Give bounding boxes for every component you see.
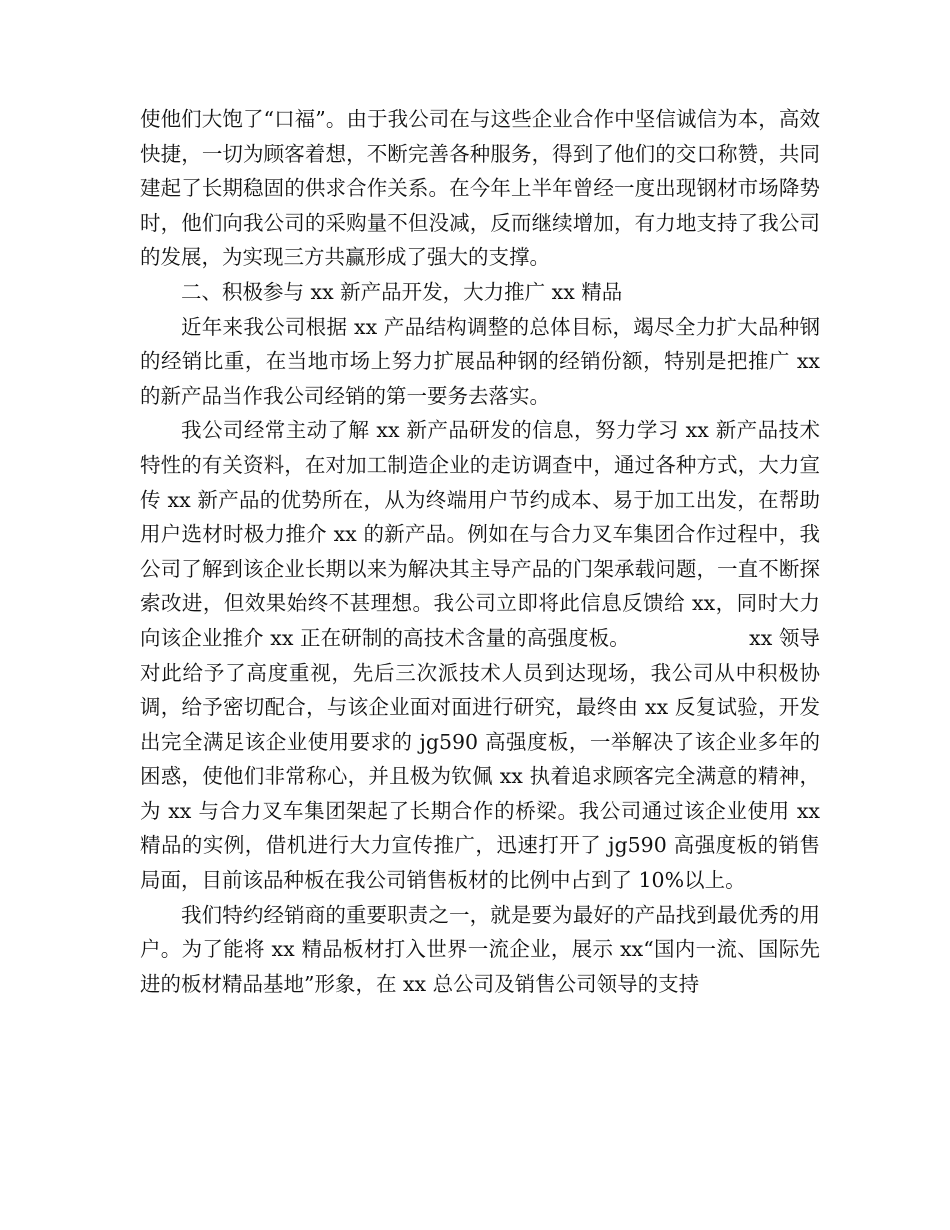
paragraph-3: 我公司经常主动了解 xx 新产品研发的信息，努力学习 xx 新产品技术特性的有关资料，在对加工制造企业的走访调查中，通过各种方式，大力宣传 xx 新产品的优势所在，从为终端用户节约成本、易于加工出发，在帮助用户选材时极力推介 xx 的新产品。例如在与合力叉车集团合作过程中，我公司了解到该企业长期以来为解决其主导产品的门架承载问题，一直不断探索改进，但效果始终不甚理想。我公司立即将此信息反馈给 xx，同时大力向该企业推介 xx 正在研制的高技术含量的高强度板。 xx 领导对此给予了高度重视，先后三次派技术人员到达现场，我公司从中积极协调，给予密切配合，与该企业面对面进行研究，最终由 xx 反复试验，开发出完全满足该企业使用要求的 jg590 高强度板，一举解决了该企业多年的困惑，使他们非常称心，并且极为钦佩 xx 执着追求顾客完全满意的精神，为 xx 与合力叉车集团架起了长期合作的桥梁。我公司通过该企业使用 xx 精品的实例，借机进行大力宣传推广，迅速打开了 jg590 高强度板的销售局面，目前该品种板在我公司销售板材的比例中占到了 10%以上。 — [140, 418, 827, 893]
section-heading: 二、积极参与 xx 新产品开发，大力推广 xx 精品 — [181, 279, 623, 304]
paragraph-1: 使他们大饱了“口福”。由于我公司在与这些企业合作中坚信诚信为本，高效快捷，一切为顾客着想，不断完善各种服务，得到了他们的交口称赞，共同建起了长期稳固的供求合作关系。在今年上半年曾经一度出现钢材市场降势时，他们向我公司的采购量不但没减，反而继续增加，有力地支持了我公司的发展，为实现三方共赢形成了强大的支撑。 — [140, 107, 820, 270]
document-body — [140, 102, 827, 1001]
paragraph-4: 我们特约经销商的重要职责之一，就是要为最好的产品找到最优秀的用户。为了能将 xx 精品板材打入世界一流企业，展示 xx“国内一流、国际先进的板材精品基地”形象，在 xx 总公司及销售公司领导的支持 — [140, 902, 820, 996]
paragraph-2: 近年来我公司根据 xx 产品结构调整的总体目标，竭尽全力扩大品种钢的经销比重，在当地市场上努力扩展品种钢的经销份额，特别是把推广 xx 的新产品当作我公司经销的第一要务去落实。 — [140, 314, 827, 408]
